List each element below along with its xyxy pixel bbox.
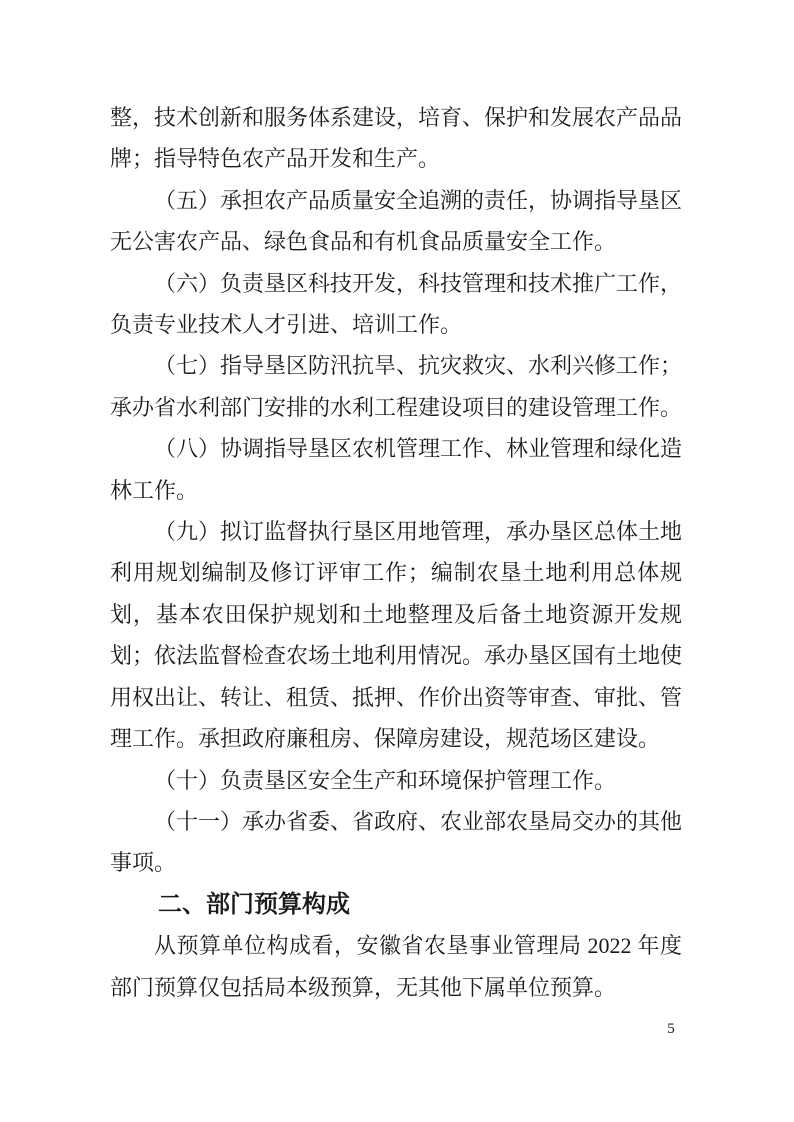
text-line: 牌；指导特色农产品开发和生产。: [110, 146, 441, 172]
text-line: 理工作。承担政府廉租房、保障房建设，规范场区建设。: [110, 726, 661, 752]
text-line: 事项。: [110, 850, 177, 876]
text-line: （六）负责垦区科技开发，科技管理和技术推广工作，: [154, 270, 683, 296]
text-line: 无公害农产品、绿色食品和有机食品质量安全工作。: [110, 229, 617, 255]
text-line: 划；依法监督检查农场土地利用情况。承办垦区国有土地使: [110, 643, 683, 669]
text-line: 整，技术创新和服务体系建设，培育、保护和发展农产品品: [110, 105, 683, 130]
paragraph: [110, 925, 682, 1008]
paragraph: [110, 428, 682, 511]
text-line: （九）拟订监督执行垦区用地管理，承办垦区总体土地: [154, 519, 683, 545]
text-line: （五）承担农产品质量安全追溯的责任，协调指导垦区: [154, 187, 683, 213]
text-line: 林工作。: [110, 477, 199, 503]
text-line: （十）负责垦区安全生产和环境保护管理工作。: [154, 767, 617, 793]
section-heading: [110, 884, 682, 925]
heading-line: 二、部门预算构成: [158, 890, 350, 918]
text-line: 负责专业技术人才引进、培训工作。: [110, 312, 463, 338]
document-body: [110, 97, 682, 1008]
text-line: 划，基本农田保护规划和土地整理及后备土地资源开发规: [110, 601, 682, 627]
paragraph: [110, 180, 682, 263]
paragraph: [110, 97, 682, 180]
page-number: 5: [667, 1021, 675, 1037]
text-line: 用权出让、转让、租赁、抵押、作价出资等审查、审批、管: [110, 684, 683, 710]
text-line: （七）指导垦区防汛抗旱、抗灾救灾、水利兴修工作；: [154, 353, 683, 379]
paragraph: [110, 801, 682, 884]
paragraph: [110, 511, 682, 759]
text-line: 从预算单位构成看，安徽省农垦事业管理局 2022 年度: [154, 933, 682, 959]
paragraph: [110, 263, 682, 346]
text-line: 部门预算仅包括局本级预算，无其他下属单位预算。: [110, 974, 617, 1000]
text-line: 利用规划编制及修订评审工作；编制农垦土地利用总体规: [110, 560, 682, 586]
paragraph: [110, 760, 682, 801]
text-line: （八）协调指导垦区农机管理工作、林业管理和绿化造: [154, 436, 683, 462]
text-line: 承办省水利部门安排的水利工程建设项目的建设管理工作。: [110, 394, 683, 420]
text-line: （十一）承办省委、省政府、农业部农垦局交办的其他: [154, 808, 683, 834]
paragraph: [110, 345, 682, 428]
